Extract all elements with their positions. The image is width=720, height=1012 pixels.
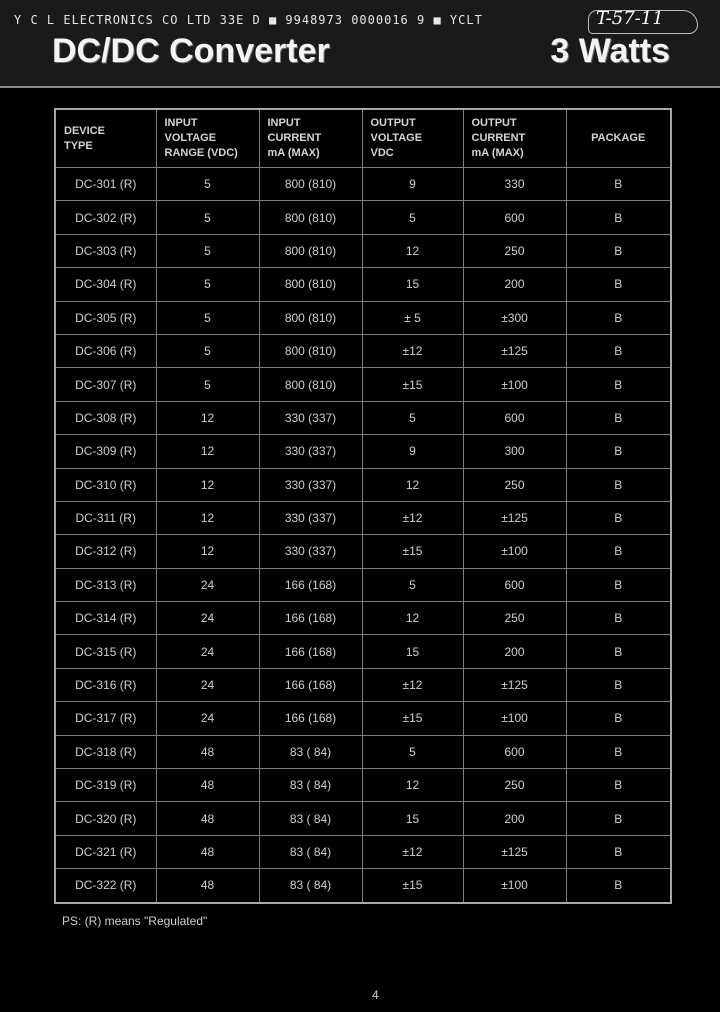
package-cell: B <box>566 301 671 334</box>
table-row <box>55 668 671 701</box>
device-type-cell: DC-319 (R) <box>55 769 156 802</box>
package-cell: B <box>566 535 671 568</box>
input-voltage-cell: 24 <box>156 602 259 635</box>
output-current-cell: 250 <box>463 769 566 802</box>
input-current-cell: 83 ( 84) <box>259 835 362 868</box>
output-current-cell: ±125 <box>463 835 566 868</box>
package-cell: B <box>566 268 671 301</box>
package-cell: B <box>566 702 671 735</box>
output-current-cell: 600 <box>463 201 566 234</box>
input-voltage-cell: 24 <box>156 635 259 668</box>
input-current-cell: 330 (337) <box>259 401 362 434</box>
table-row <box>55 802 671 835</box>
input-voltage-cell: 12 <box>156 535 259 568</box>
output-current-cell: ±125 <box>463 668 566 701</box>
output-voltage-cell: ±15 <box>362 869 463 903</box>
input-current-cell: 330 (337) <box>259 435 362 468</box>
output-voltage-cell: ±12 <box>362 501 463 534</box>
device-type-cell: DC-302 (R) <box>55 201 156 234</box>
package-cell: B <box>566 602 671 635</box>
input-voltage-cell: 12 <box>156 468 259 501</box>
output-current-cell: 600 <box>463 568 566 601</box>
device-type-cell: DC-306 (R) <box>55 334 156 367</box>
output-current-cell: 250 <box>463 234 566 267</box>
input-voltage-cell: 24 <box>156 702 259 735</box>
table-row <box>55 835 671 868</box>
output-current-cell: 600 <box>463 735 566 768</box>
output-current-cell: 200 <box>463 268 566 301</box>
device-type-cell: DC-307 (R) <box>55 368 156 401</box>
input-current-cell: 800 (810) <box>259 268 362 301</box>
input-current-cell: 83 ( 84) <box>259 802 362 835</box>
column-header-package: PACKAGE <box>566 109 671 168</box>
input-current-cell: 83 ( 84) <box>259 769 362 802</box>
output-voltage-cell: 15 <box>362 635 463 668</box>
input-current-cell: 166 (168) <box>259 668 362 701</box>
input-voltage-cell: 48 <box>156 802 259 835</box>
package-cell: B <box>566 435 671 468</box>
table-row <box>55 368 671 401</box>
device-type-cell: DC-322 (R) <box>55 869 156 903</box>
table-row <box>55 568 671 601</box>
device-type-cell: DC-320 (R) <box>55 802 156 835</box>
output-voltage-cell: 15 <box>362 802 463 835</box>
table-row <box>55 735 671 768</box>
input-voltage-cell: 5 <box>156 301 259 334</box>
output-current-cell: ±100 <box>463 702 566 735</box>
device-type-cell: DC-304 (R) <box>55 268 156 301</box>
input-current-cell: 330 (337) <box>259 535 362 568</box>
device-type-cell: DC-309 (R) <box>55 435 156 468</box>
device-type-cell: DC-305 (R) <box>55 301 156 334</box>
input-voltage-cell: 48 <box>156 835 259 868</box>
input-current-cell: 166 (168) <box>259 635 362 668</box>
package-cell: B <box>566 468 671 501</box>
input-current-cell: 330 (337) <box>259 501 362 534</box>
column-header-input-current: INPUT CURRENT mA (MAX) <box>259 109 362 168</box>
table-row <box>55 635 671 668</box>
output-voltage-cell: 9 <box>362 168 463 201</box>
input-voltage-cell: 5 <box>156 201 259 234</box>
output-current-cell: 600 <box>463 401 566 434</box>
table-row <box>55 535 671 568</box>
power-rating-title: 3 Watts <box>550 32 670 70</box>
device-type-cell: DC-321 (R) <box>55 835 156 868</box>
input-current-cell: 166 (168) <box>259 602 362 635</box>
input-voltage-cell: 5 <box>156 168 259 201</box>
table-row <box>55 435 671 468</box>
column-header-input-voltage: INPUT VOLTAGE RANGE (VDC) <box>156 109 259 168</box>
device-type-cell: DC-311 (R) <box>55 501 156 534</box>
output-voltage-cell: 5 <box>362 735 463 768</box>
device-type-cell: DC-303 (R) <box>55 234 156 267</box>
output-voltage-cell: 5 <box>362 401 463 434</box>
input-current-cell: 83 ( 84) <box>259 735 362 768</box>
output-voltage-cell: 12 <box>362 234 463 267</box>
input-current-cell: 330 (337) <box>259 468 362 501</box>
input-current-cell: 83 ( 84) <box>259 869 362 903</box>
package-cell: B <box>566 401 671 434</box>
package-cell: B <box>566 835 671 868</box>
input-voltage-cell: 5 <box>156 234 259 267</box>
input-current-cell: 800 (810) <box>259 334 362 367</box>
column-header-device-type: DEVICE TYPE <box>55 109 156 168</box>
output-voltage-cell: ±12 <box>362 668 463 701</box>
output-current-cell: ±300 <box>463 301 566 334</box>
device-type-cell: DC-315 (R) <box>55 635 156 668</box>
device-type-cell: DC-317 (R) <box>55 702 156 735</box>
column-header-output-current: OUTPUT CURRENT mA (MAX) <box>463 109 566 168</box>
page-title: DC/DC Converter <box>52 32 330 70</box>
table-row <box>55 168 671 201</box>
input-voltage-cell: 24 <box>156 568 259 601</box>
table-row <box>55 268 671 301</box>
output-voltage-cell: 15 <box>362 268 463 301</box>
output-voltage-cell: ±15 <box>362 702 463 735</box>
table-row <box>55 602 671 635</box>
table-body <box>55 168 671 903</box>
column-header-output-voltage: OUTPUT VOLTAGE VDC <box>362 109 463 168</box>
output-current-cell: 300 <box>463 435 566 468</box>
output-voltage-cell: 5 <box>362 201 463 234</box>
output-voltage-cell: ±12 <box>362 835 463 868</box>
package-cell: B <box>566 735 671 768</box>
output-current-cell: ±100 <box>463 869 566 903</box>
output-voltage-cell: ±15 <box>362 368 463 401</box>
output-current-cell: 250 <box>463 602 566 635</box>
input-current-cell: 166 (168) <box>259 702 362 735</box>
table-row <box>55 869 671 903</box>
table-header-row <box>55 109 671 168</box>
output-current-cell: ±100 <box>463 368 566 401</box>
package-cell: B <box>566 501 671 534</box>
package-cell: B <box>566 668 671 701</box>
handwritten-reference: T-57-11 <box>596 8 664 29</box>
device-type-cell: DC-316 (R) <box>55 668 156 701</box>
output-current-cell: ±100 <box>463 535 566 568</box>
output-voltage-cell: 5 <box>362 568 463 601</box>
package-cell: B <box>566 635 671 668</box>
input-current-cell: 800 (810) <box>259 234 362 267</box>
package-cell: B <box>566 368 671 401</box>
package-cell: B <box>566 334 671 367</box>
output-current-cell: 330 <box>463 168 566 201</box>
input-voltage-cell: 5 <box>156 268 259 301</box>
output-current-cell: ±125 <box>463 501 566 534</box>
package-cell: B <box>566 201 671 234</box>
document-topline: Y C L ELECTRONICS CO LTD 33E D ■ 9948973 0000016 9 ■ YCLT <box>14 13 483 27</box>
table-row <box>55 702 671 735</box>
input-current-cell: 166 (168) <box>259 568 362 601</box>
converter-spec-table <box>54 108 672 904</box>
package-cell: B <box>566 869 671 903</box>
output-voltage-cell: ± 5 <box>362 301 463 334</box>
table-row <box>55 468 671 501</box>
output-voltage-cell: 12 <box>362 468 463 501</box>
device-type-cell: DC-313 (R) <box>55 568 156 601</box>
package-cell: B <box>566 802 671 835</box>
device-type-cell: DC-308 (R) <box>55 401 156 434</box>
output-voltage-cell: ±15 <box>362 535 463 568</box>
input-voltage-cell: 5 <box>156 334 259 367</box>
device-type-cell: DC-310 (R) <box>55 468 156 501</box>
input-voltage-cell: 24 <box>156 668 259 701</box>
input-voltage-cell: 5 <box>156 368 259 401</box>
output-voltage-cell: 12 <box>362 602 463 635</box>
input-current-cell: 800 (810) <box>259 301 362 334</box>
input-voltage-cell: 48 <box>156 735 259 768</box>
input-current-cell: 800 (810) <box>259 201 362 234</box>
table-row <box>55 334 671 367</box>
device-type-cell: DC-318 (R) <box>55 735 156 768</box>
package-cell: B <box>566 234 671 267</box>
output-current-cell: 250 <box>463 468 566 501</box>
package-cell: B <box>566 168 671 201</box>
table-row <box>55 234 671 267</box>
input-voltage-cell: 48 <box>156 869 259 903</box>
package-cell: B <box>566 769 671 802</box>
input-current-cell: 800 (810) <box>259 368 362 401</box>
device-type-cell: DC-312 (R) <box>55 535 156 568</box>
output-current-cell: 200 <box>463 802 566 835</box>
header-divider <box>0 86 720 88</box>
output-voltage-cell: 9 <box>362 435 463 468</box>
input-voltage-cell: 12 <box>156 501 259 534</box>
device-type-cell: DC-314 (R) <box>55 602 156 635</box>
table-row <box>55 401 671 434</box>
page-number: 4 <box>372 988 379 1002</box>
device-type-cell: DC-301 (R) <box>55 168 156 201</box>
input-voltage-cell: 12 <box>156 401 259 434</box>
output-current-cell: ±125 <box>463 334 566 367</box>
table-row <box>55 201 671 234</box>
table-row <box>55 769 671 802</box>
footnote: PS: (R) means "Regulated" <box>62 914 208 928</box>
table-row <box>55 301 671 334</box>
output-voltage-cell: ±12 <box>362 334 463 367</box>
input-voltage-cell: 48 <box>156 769 259 802</box>
input-voltage-cell: 12 <box>156 435 259 468</box>
output-voltage-cell: 12 <box>362 769 463 802</box>
output-current-cell: 200 <box>463 635 566 668</box>
table-row <box>55 501 671 534</box>
package-cell: B <box>566 568 671 601</box>
input-current-cell: 800 (810) <box>259 168 362 201</box>
